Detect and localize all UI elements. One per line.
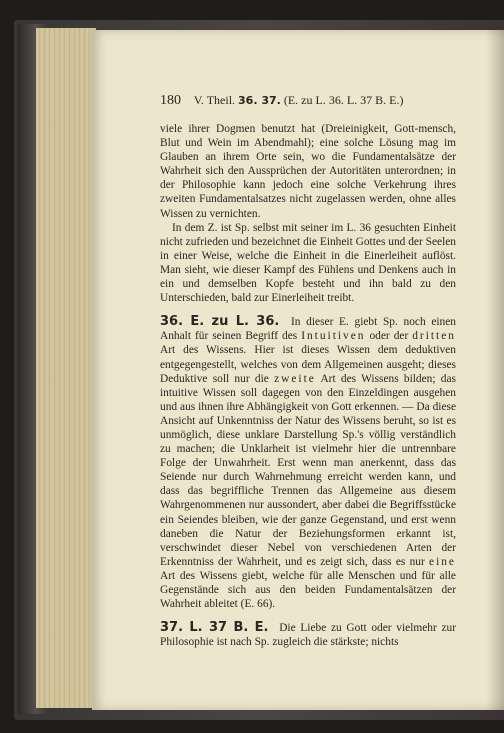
section-37: [160, 621, 456, 649]
paragraph-continued: viele ihrer Dogmen benutzt hat (Dreieinigkeit, Gott-mensch, Blut und Wein im Abendmahl); eine solche Lösung mag im Glauben an ihrem Orte sein, wo die Fundamentalsätze der Wahrheit sich den Aussprüchen der Autoritäten unterordnen; in der Philosophie kann jedoch eine solche Verkehrung ihres zweiten Fundamentalsatzes nicht zugelassen werden, ohne alles Wissen zu vernichten.: [160, 123, 456, 220]
section-36-heading: 36. E. zu L. 36.: [160, 314, 280, 330]
page-gutter-shadow: [486, 30, 504, 710]
section-37-text: Die Liebe zu Gott oder vielmehr zur Philosophie ist nach Sp. zugleich die stärkste; nichts: [160, 622, 456, 649]
section-36-text-d: Art des Wissens bilden; das intuitive Wissen soll dagegen von den Einzeldingen ausgehen und aus ihnen ihre Abhängigkeit von Gott erkennen. — Da diese Ansicht auf Unkenntniss der Natur des Wissens beruht, so ist es unmöglich, diese unklare Darstellung Sp.'s völlig verständlich zu machen; die Unklarheit ist vielmehr hier die untrennbare Folge der Unwahrheit. Erst wenn man anerkennt, dass das Seiende nur durch Wahrnehmung erreicht werden kann, und dass das begriffliche Trennen das Allgemeine aus diesem Wahrgenommenen nur aussondert, aber dabei die Begriffsstücke ein Seiendes bleiben, wie der ganze Gegenstand, und erst wenn daneben die Natur der Beziehungsformen erkannt ist, verschwindet dieser Nebel von verschiedenen Arten der Erkenntniss der Wahrheit, und es zeigt sich, dass es nur: [160, 372, 456, 568]
section-36: [160, 315, 456, 611]
running-head: [160, 93, 460, 109]
emphasis-dritten: dritten: [412, 330, 456, 343]
page-number: 180: [160, 93, 181, 108]
paragraph-z: In dem Z. ist Sp. selbst mit seiner im L. 36 gesuchten Einheit nicht zufrieden und bezeichnet die Einheit Gottes und der Seelen in einer Weise, welche die Einheit in die Einerleiheit auflöst. Man sieht, wie dieser Kampf des Fühlens und Denkens auch in ein und demselben Kopfe besteht und ihn bald zu den Unterschieden, bald zur Einerleiheit treibt.: [160, 221, 456, 305]
section-36-text-b: oder der: [369, 330, 409, 343]
emphasis-eine: eine: [429, 555, 456, 568]
section-reference: (E. zu L. 36. L. 37 B. E.): [283, 93, 404, 107]
section-36-text-e: Art des Wissens giebt, welche für alle Menschen und für alle Gegenstände sich aus den beiden Fundamentalsätzen der Wahrheit ableitet (E. 66).: [160, 569, 456, 611]
page-edges: [36, 28, 96, 708]
emphasis-zweite: zweite: [274, 372, 316, 385]
page-body: [160, 122, 456, 649]
section-36-text-a: In dieser E. giebt Sp. noch einen Anhalt für seinen Begriff des: [160, 316, 456, 343]
part-label: V. Theil.: [193, 93, 236, 107]
section-37-heading: 37. L. 37 B. E.: [160, 620, 269, 636]
section-36-text-c: Art des Wissens. Hier ist dieses Wissen dem deduktiven entgegengestellt, welches von dem Allgemeinen ausgeht; dieses Deduktive soll nur die: [160, 344, 456, 385]
section-numbers: 36. 37.: [238, 94, 281, 107]
emphasis-intuitiven: Intuitiven: [301, 330, 366, 343]
